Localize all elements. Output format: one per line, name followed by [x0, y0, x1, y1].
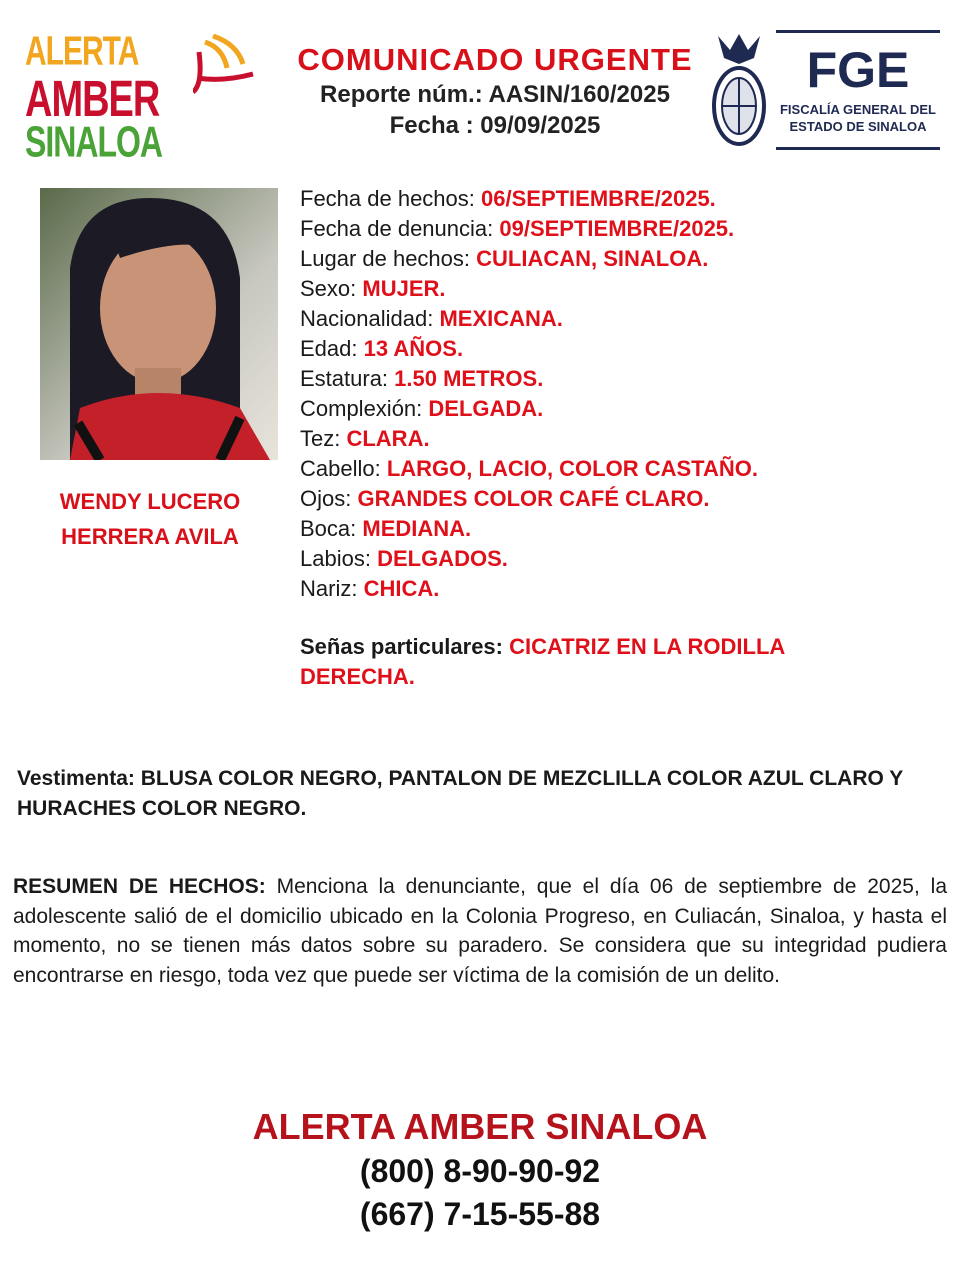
vestimenta-value: BLUSA COLOR NEGRO, PANTALON DE MEZCLILLA COLOR AZUL CLARO Y HURACHES COLOR NEGRO.: [17, 767, 903, 820]
header-title-block: [285, 42, 705, 140]
phone-number-2[interactable]: (667) 7-15-55-88: [359, 1196, 601, 1232]
resumen-label: RESUMEN DE HECHOS:: [13, 875, 277, 898]
detail-value: 06/SEPTIEMBRE/2025.: [481, 186, 716, 211]
detail-row: [300, 514, 758, 544]
senas-label: Señas particulares:: [300, 634, 510, 659]
detail-label: Edad:: [300, 336, 364, 361]
logo-sinaloa: SINALOA: [25, 117, 162, 166]
detail-row: [300, 304, 758, 334]
detail-value: MEXICANA.: [439, 306, 563, 331]
senas-value: CICATRIZ EN LA RODILLA DERECHA.: [300, 634, 785, 689]
fge-acronym: FGE: [806, 42, 910, 98]
logo-alerta: ALERTA: [25, 29, 139, 74]
detail-value: GRANDES COLOR CAFÉ CLARO.: [357, 486, 710, 511]
detail-row: [300, 244, 758, 274]
signal-waves-icon: [193, 34, 259, 94]
detail-value: DELGADOS.: [377, 546, 508, 571]
logo-amber: AMBER: [25, 71, 160, 128]
missing-person-photo: [40, 188, 278, 460]
detail-row: [300, 484, 758, 514]
detail-label: Cabello:: [300, 456, 387, 481]
detail-row: [300, 454, 758, 484]
sinaloa-seal-icon: [710, 30, 768, 150]
fge-name-line1: FISCALÍA GENERAL DEL: [779, 102, 936, 117]
detail-row: [300, 214, 758, 244]
detail-label: Ojos:: [300, 486, 358, 511]
fge-logo: [776, 30, 940, 150]
resumen-text: Menciona la denunciante, que el día 06 de septiembre de 2025, la adolescente salió de el domicilio ubicado en la Colonia Progreso, en Culiacán, Sinaloa, y hasta el momento, no se tienen más datos sobre su paradero. Se considera que su integridad pudiera encontrarse en riesgo, toda vez que puede ser víctima de la comisión de un delito.: [13, 875, 948, 987]
clothing-description: [17, 764, 952, 824]
detail-row: [300, 184, 758, 214]
detail-label: Lugar de hechos:: [300, 246, 477, 271]
detail-row: [300, 544, 758, 574]
detail-row: [300, 364, 758, 394]
detail-label: Sexo:: [300, 276, 363, 301]
person-name-line2: HERRERA AVILA: [61, 524, 239, 549]
detail-value: DELGADA.: [428, 396, 544, 421]
detail-value: MUJER.: [362, 276, 446, 301]
detail-value: 09/SEPTIEMBRE/2025.: [499, 216, 735, 241]
detail-row: [300, 424, 758, 454]
detail-value: CHICA.: [363, 576, 440, 601]
fge-name-line2: ESTADO DE SINALOA: [789, 119, 927, 134]
alerta-amber-logo: [25, 29, 260, 166]
case-summary: [13, 872, 947, 990]
detail-value: 13 AÑOS.: [363, 336, 464, 361]
detail-value: MEDIANA.: [362, 516, 472, 541]
detail-value: CULIACAN, SINALOA.: [476, 246, 709, 271]
detail-label: Labios:: [300, 546, 378, 571]
detail-row: [300, 334, 758, 364]
detail-value: 1.50 METROS.: [394, 366, 544, 391]
details-list: [300, 184, 758, 604]
detail-label: Nariz:: [300, 576, 364, 601]
detail-row: [300, 274, 758, 304]
footer-title: ALERTA AMBER SINALOA: [252, 1106, 708, 1147]
detail-row: [300, 394, 758, 424]
detail-label: Fecha de denuncia:: [300, 216, 500, 241]
person-name: [30, 484, 270, 554]
distinguishing-marks: [300, 632, 900, 692]
communique-title: COMUNICADO URGENTE: [297, 42, 693, 77]
report-date: Fecha : 09/09/2025: [389, 112, 601, 139]
detail-label: Complexión:: [300, 396, 429, 421]
report-number: Reporte núm.: AASIN/160/2025: [320, 81, 670, 108]
detail-label: Nacionalidad:: [300, 306, 440, 331]
vestimenta-label: Vestimenta:: [17, 767, 141, 790]
detail-label: Estatura:: [300, 366, 395, 391]
detail-row: [300, 574, 758, 604]
detail-value: LARGO, LACIO, COLOR CASTAÑO.: [386, 456, 758, 481]
footer-contact: [0, 1104, 960, 1236]
phone-number-1[interactable]: (800) 8-90-90-92: [359, 1153, 601, 1189]
detail-label: Tez:: [300, 426, 347, 451]
detail-value: CLARA.: [346, 426, 430, 451]
person-name-line1: WENDY LUCERO: [59, 489, 241, 514]
detail-label: Fecha de hechos:: [300, 186, 482, 211]
detail-label: Boca:: [300, 516, 363, 541]
